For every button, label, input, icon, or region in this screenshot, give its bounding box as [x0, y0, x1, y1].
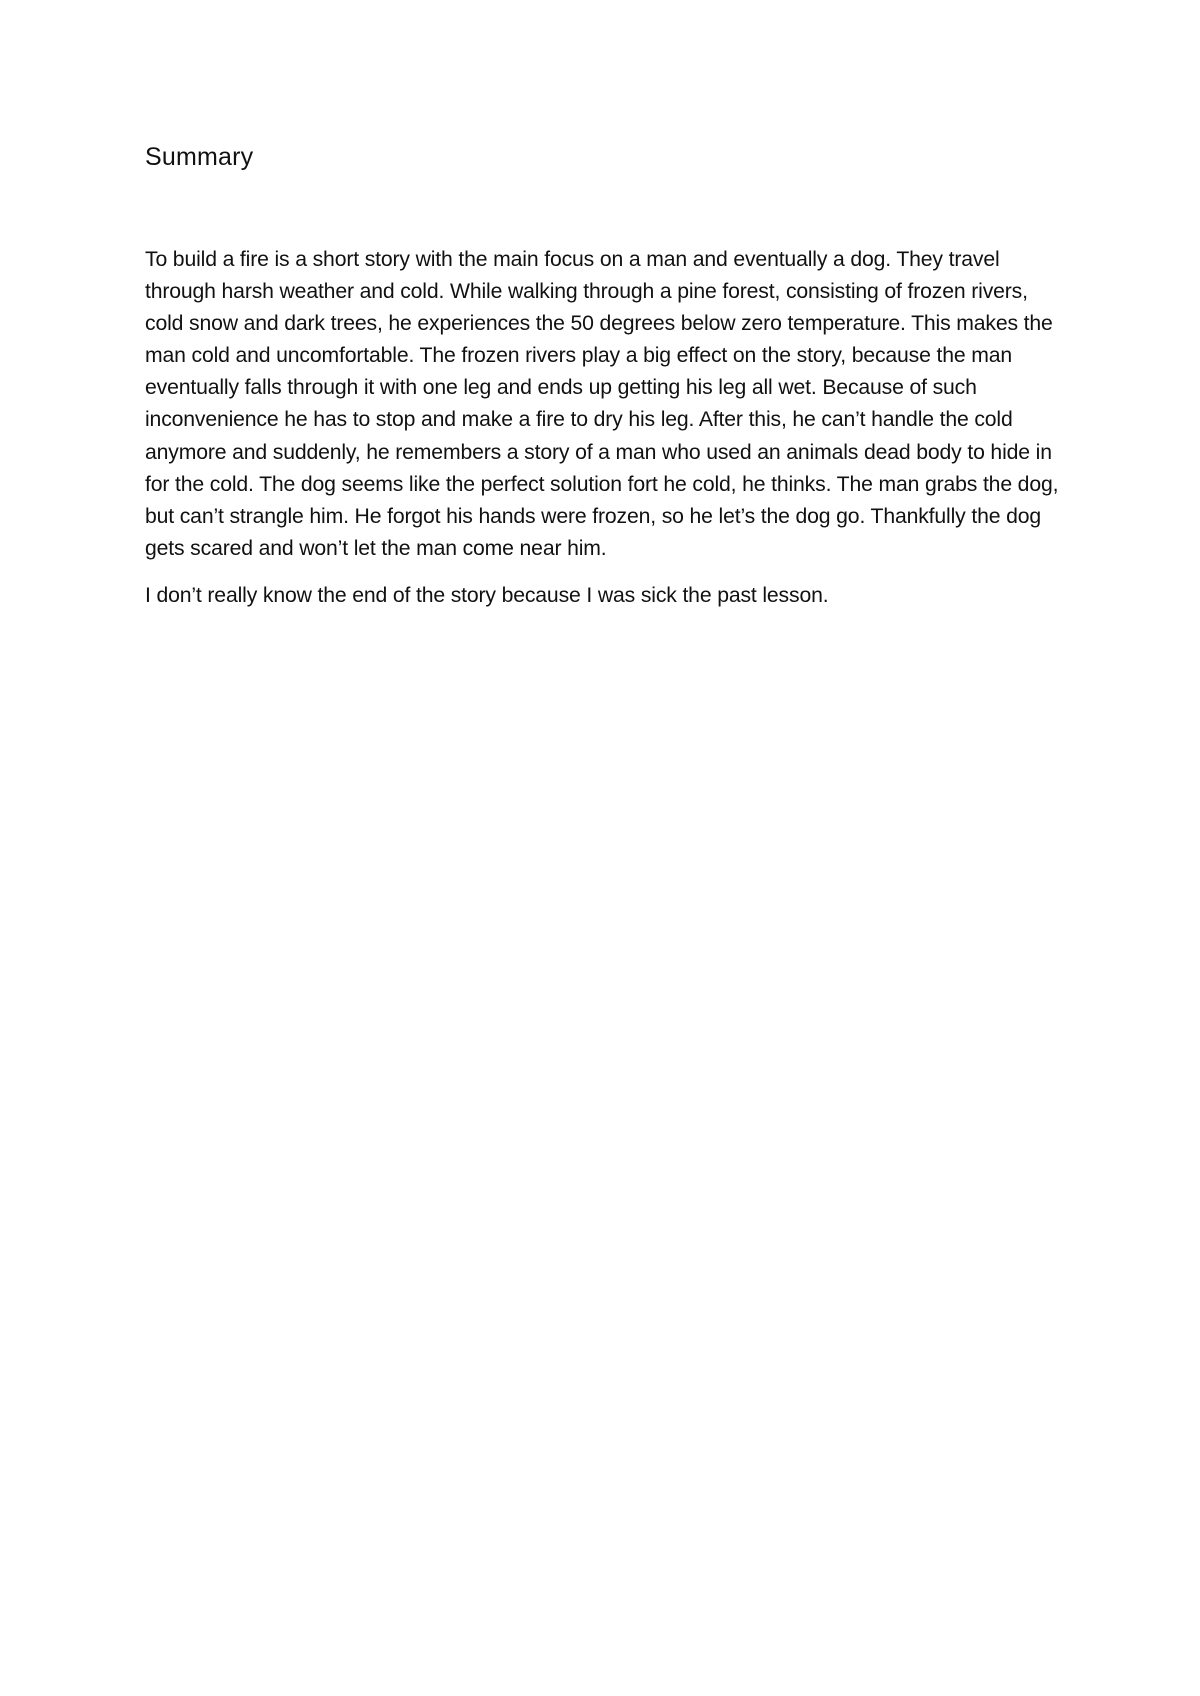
document-heading: Summary	[145, 143, 254, 171]
closing-paragraph: I don’t really know the end of the story because I was sick the past lesson.	[145, 583, 829, 607]
document-body	[145, 140, 1070, 612]
summary-paragraph: To build a fire is a short story with the main focus on a man and eventually a dog. They travel through harsh weather and cold. While walking through a pine forest, consisting of frozen rivers, cold snow and dark trees, he experiences the 50 degrees below zero temperature. This makes the man cold and uncomfortable. The frozen rivers play a big effect on the story, because the man eventually falls through it with one leg and ends up getting his leg all wet. Because of such inconvenience he has to stop and make a fire to dry his leg. After this, he can’t handle the cold anymore and suddenly, he remembers a story of a man who used an animals dead body to hide in for the cold. The dog seems like the perfect solution fort he cold, he thinks. The man grabs the dog, but can’t strangle him. He forgot his hands were frozen, so he let’s the dog go. Thankfully the dog gets scared and won’t let the man come near him.	[145, 248, 1059, 560]
